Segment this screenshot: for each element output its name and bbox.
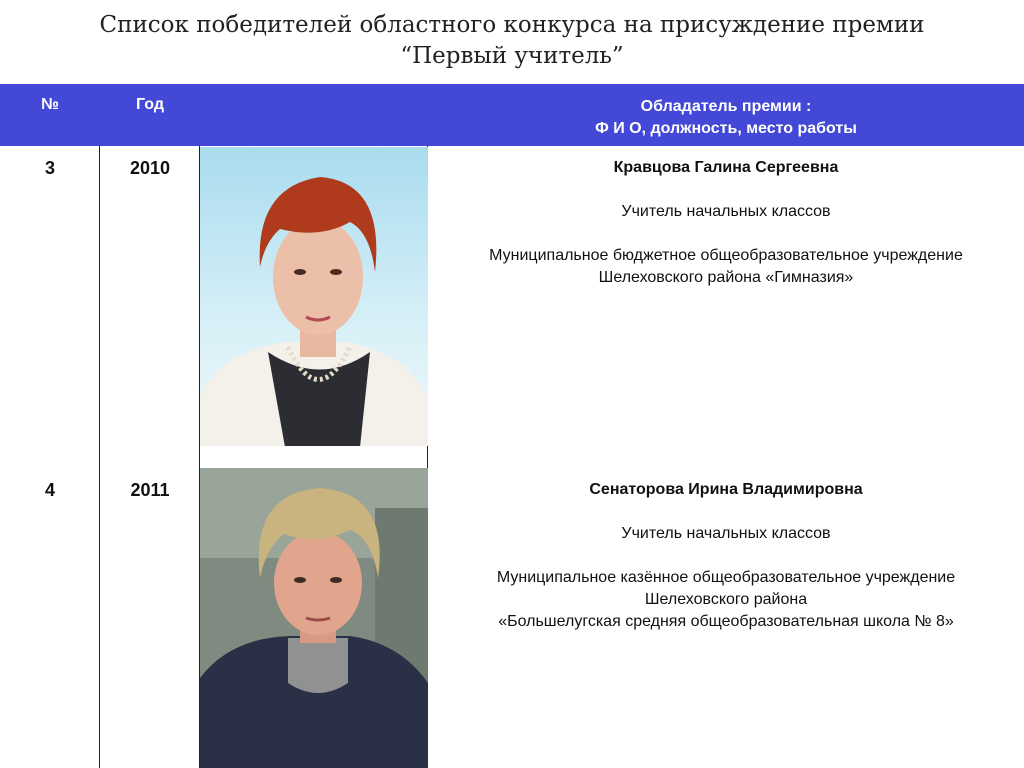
winner-workplace-line-3: «Большелугская средняя общеобразовательная школа № 8» [498,613,954,630]
winner-info [428,157,1024,289]
header-holder [428,96,1024,140]
page-title [0,10,1024,72]
row-year: 2011 [130,480,170,500]
row-number: 4 [44,480,55,500]
header-year: Год [136,96,164,113]
row-number: 3 [44,158,55,178]
column-divider [99,146,100,768]
winner-position: Учитель начальных классов [621,203,831,220]
winner-info [428,479,1024,633]
winner-photo [200,468,428,768]
portrait-photo-icon [200,147,428,446]
winner-name: Сенаторова Ирина Владимировна [589,481,863,498]
winner-name: Кравцова Галина Сергеевна [613,159,839,176]
table-header [0,84,1024,146]
header-holder-line-2: Ф И О, должность, место работы [595,120,857,137]
row-year: 2010 [129,158,171,178]
title-line-1: Список победителей областного конкурса на присуждение премии [99,12,925,38]
title-line-2: “Первый учитель” [400,43,624,69]
winner-position: Учитель начальных классов [621,525,831,542]
winner-workplace-line-1: Муниципальное бюджетное общеобразовательное учреждение [489,247,963,264]
header-holder-line-1: Обладатель премии : [640,98,812,115]
winner-photo [200,147,428,446]
portrait-photo-icon [200,468,428,768]
winner-workplace-line-1: Муниципальное казённое общеобразовательное учреждение [496,569,956,586]
winner-workplace-line-2: Шелеховского района [644,591,808,608]
header-number: № [41,96,59,113]
winner-workplace-line-2: Шелеховского района «Гимназия» [598,269,854,286]
